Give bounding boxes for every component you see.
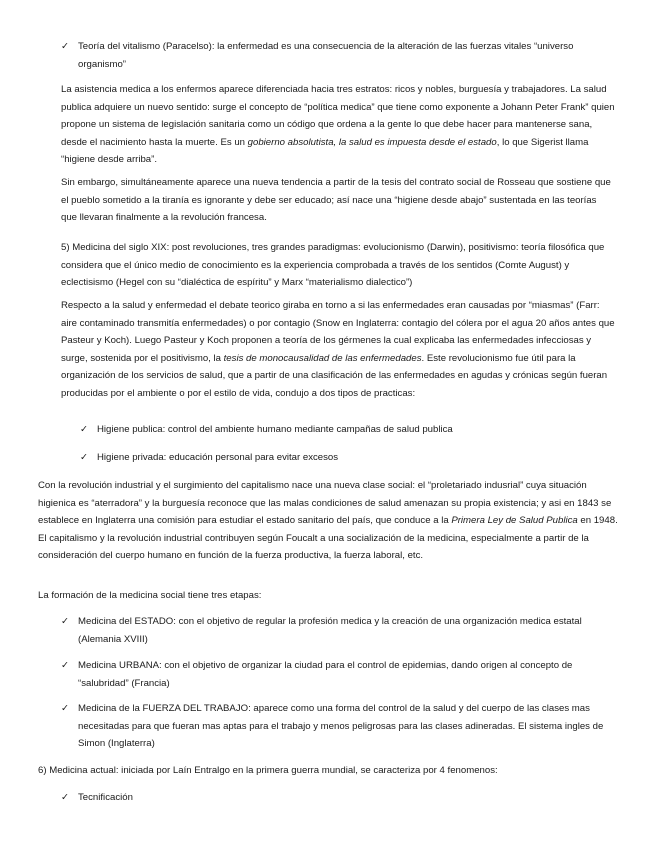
- paragraph-asistencia: La asistencia medica a los enfermos aparece diferenciada hacia tres estratos: ricos y nobles, burguesía y trabajadores. La salud publica adquiere un nuevo sentido: surge el concepto de “política medica” que tiene como exponente a Johann Peter Frank” quien propone un sistema de legislación sanitaria como un código que ordena a la gente lo que debe hacer para mantenerse sana, desde el nacimiento hasta la muerte. Es un gobierno absolutista, la salud es impuesta desde el estado, lo que Sigerist llama “higiene desde arriba”.: [61, 84, 615, 165]
- emphasis-text: gobierno absolutista, la salud es impuesta desde el estado: [247, 136, 497, 148]
- bullet-text: Higiene privada: educación personal para evitar excesos: [97, 452, 339, 463]
- paragraph-sin-embargo: Sin embargo, simultáneamente aparece una nueva tendencia a partir de la tesis del contrato social de Rosseau que sostiene que el pueblo sometido a la tiranía es ignorante y debe ser educado; así nace una “higiene desde abajo” sustentada en las teorías que llevaran finalmente a la revolución francesa.: [61, 177, 611, 223]
- checkmark-icon: ✓: [80, 452, 88, 463]
- bullet-tecnificacion: [61, 789, 617, 807]
- bullet-medicina-fuerza: [61, 700, 617, 753]
- bullet-higiene-privada: [80, 449, 610, 467]
- bullet-text: Medicina de la FUERZA DEL TRABAJO: aparece como una forma del control de la salud y del cuerpo de las clases mas necesitadas para que fueran mas aptas para el trabajo y menos peligrosas para las clases adineradas. El sistema ingles de Simon (Inglaterra): [78, 703, 604, 749]
- paragraph-formacion: La formación de la medicina social tiene tres etapas:: [38, 590, 262, 601]
- bullet-medicina-estado: [61, 613, 617, 648]
- bullet-vitalismo: [61, 38, 609, 73]
- bullet-text: Teoría del vitalismo (Paracelso): la enfermedad es una consecuencia de la alteración de las fuerzas vitales “universo organismo”: [78, 41, 574, 70]
- bullet-medicina-urbana: [61, 657, 617, 692]
- paragraph-siglo-xix: 5) Medicina del siglo XIX: post revoluciones, tres grandes paradigmas: evolucionismo (Darwin), positivismo: teoría filosófica que considera que el único medio de conocimiento es la experiencia comprobada a través de los sentidos (Comte August) y eclectisismo (Hegel con su “dialéctica de espíritu” y Marx “materialismo dialectico”): [61, 242, 605, 288]
- emphasis-text: tesis de monocausalidad de las enfermedades: [223, 352, 422, 364]
- checkmark-icon: ✓: [61, 41, 69, 52]
- paragraph-actual: 6) Medicina actual: iniciada por Laín Entralgo en la primera guerra mundial, se caracteriza por 4 fenomenos:: [38, 765, 498, 776]
- checkmark-icon: ✓: [61, 616, 69, 627]
- emphasis-text: Primera Ley de Salud Publica: [451, 515, 578, 526]
- bullet-text: Medicina URBANA: con el objetivo de organizar la ciudad para el control de epidemias, dando origen al concepto de “salubridad” (Francia): [78, 660, 573, 689]
- bullet-higiene-publica: [80, 421, 610, 439]
- checkmark-icon: ✓: [80, 424, 88, 435]
- checkmark-icon: ✓: [61, 792, 69, 803]
- checkmark-icon: ✓: [61, 703, 69, 714]
- checkmark-icon: ✓: [61, 660, 69, 671]
- paragraph-revolucion: Con la revolución industrial y el surgimiento del capitalismo nace una nueva clase social: el “proletariado indusrial” cuya situación higienica es “aterradora” y la burguesía reconoce que las malas condiciones de salud amenazan su propia existencia; y asi en 1843 se establece en Inglaterra una comisión para estudiar el estado sanitario del país, que conduce a la Primera Ley de Salud Publica en 1948. El capitalismo y la revolución industrial contribuyen según Foucalt a una socialización de la medicina, especialmente a partir de la consideración del cuerpo humano en función de la fuerza productiva, la fuerza laboral, etc.: [38, 480, 618, 561]
- paragraph-respecto: Respecto a la salud y enfermedad el debate teorico giraba en torno a si las enfermedades eran causadas por “miasmas” (Farr: aire contaminado transmitía enfermedades) o por contagio (Snow en Inglaterra: contagio del cólera por el agua 20 años antes que Pasteur y Koch). Luego Pasteur y Koch proponen a teoría de los gérmenes la cual explicaba las enfermedades infecciosas y surge, sostenida por el positivismo, la tesis de monocausalidad de las enfermedades. Este revolucionismo fue útil para la organización de los servicios de salud, que a partir de una clasificación de las enfermedades en agudas y crónicas según fueran producidas por el ambiente o por el estilo de vida, condujo a dos tipos de practicas:: [61, 300, 615, 399]
- bullet-text: Medicina del ESTADO: con el objetivo de regular la profesión medica y la creación de una organización medica estatal (Alemania XVIII): [78, 616, 582, 645]
- bullet-text: Higiene publica: control del ambiente humano mediante campañas de salud publica: [97, 424, 453, 435]
- bullet-text: Tecnificación: [78, 792, 133, 803]
